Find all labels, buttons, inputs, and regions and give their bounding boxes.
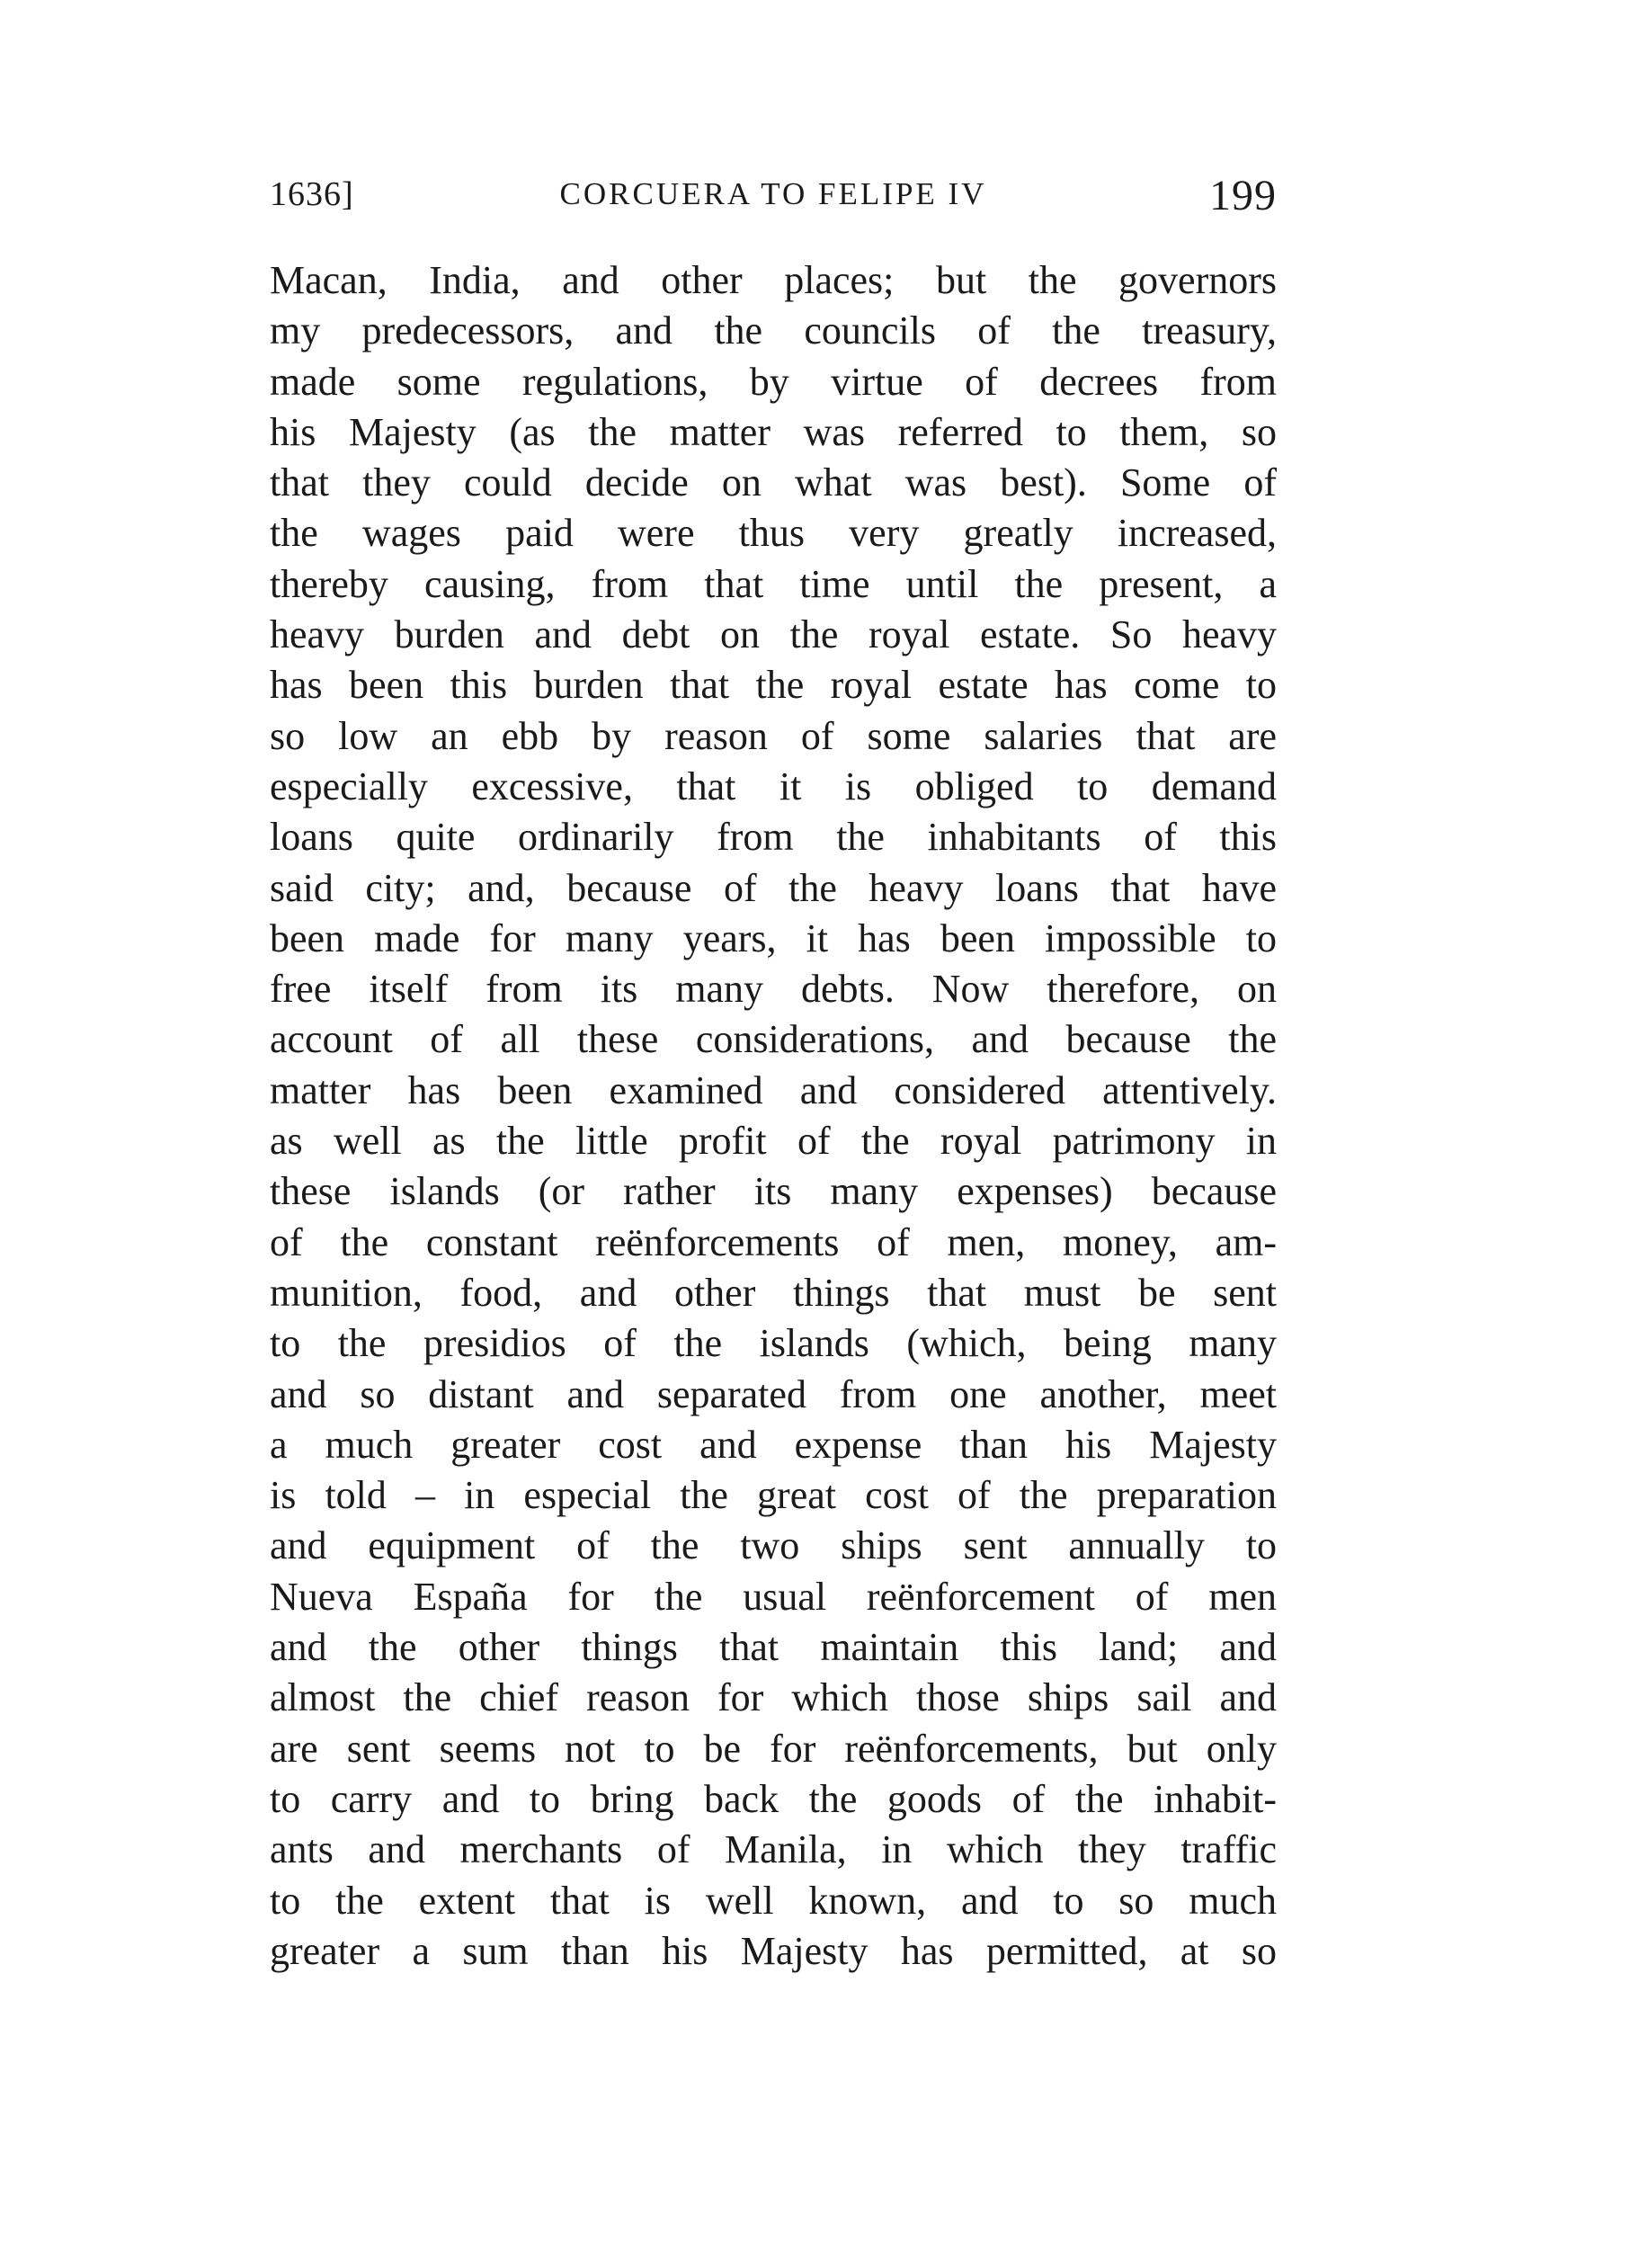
text-line: been made for many years, it has been impossible to bbox=[270, 915, 1277, 960]
text-line: of the constant reënforcements of men, money, am- bbox=[270, 1219, 1277, 1264]
text-line: Nueva España for the usual reënforcement of men bbox=[270, 1574, 1277, 1619]
body-text bbox=[270, 255, 1277, 1977]
running-head-year: 1636] bbox=[270, 175, 354, 213]
text-line: his Majesty (as the matter was referred to them, so bbox=[270, 409, 1277, 454]
text-line: as well as the little profit of the royal patrimony in bbox=[270, 1119, 1277, 1164]
text-line: ants and merchants of Manila, in which they traffic bbox=[270, 1827, 1277, 1872]
text-line: especially excessive, that it is obliged to demand bbox=[270, 763, 1277, 808]
text-line: loans quite ordinarily from the inhabitants of this bbox=[270, 815, 1277, 860]
text-line: thereby causing, from that time until the present, a bbox=[270, 561, 1277, 606]
text-line: greater a sum than his Majesty has permitted, at so bbox=[270, 1928, 1277, 1973]
text-line: account of all these considerations, and because the bbox=[270, 1017, 1277, 1062]
text-line: and so distant and separated from one another, meet bbox=[270, 1371, 1277, 1416]
text-line: the wages paid were thus very greatly increased, bbox=[270, 511, 1277, 556]
text-line: heavy burden and debt on the royal estate. So heavy bbox=[270, 612, 1277, 657]
text-line: made some regulations, by virtue of decrees from bbox=[270, 359, 1277, 404]
text-line: almost the chief reason for which those ships sail and bbox=[270, 1675, 1277, 1720]
text-line: Macan, India, and other places; but the governors bbox=[270, 258, 1277, 302]
text-line: to carry and to bring back the goods of the inhabit- bbox=[270, 1776, 1277, 1821]
text-line: so low an ebb by reason of some salaries that are bbox=[270, 713, 1277, 758]
text-line: said city; and, because of the heavy loans that have bbox=[270, 865, 1277, 910]
text-line: is told – in especial the great cost of the preparation bbox=[270, 1473, 1277, 1518]
running-head-title: CORCUERA TO FELIPE IV bbox=[559, 176, 987, 211]
running-head bbox=[270, 174, 1277, 228]
text-line: that they could decide on what was best). Some of bbox=[270, 460, 1277, 505]
text-line: matter has been examined and considered attentively. bbox=[270, 1067, 1277, 1112]
text-line: and equipment of the two ships sent annually to bbox=[270, 1523, 1277, 1568]
text-line: my predecessors, and the councils of the treasury, bbox=[270, 308, 1277, 353]
text-line: has been this burden that the royal estate has come to bbox=[270, 663, 1277, 708]
text-line: munition, food, and other things that must be sent bbox=[270, 1270, 1277, 1315]
text-line: a much greater cost and expense than his Majesty bbox=[270, 1422, 1277, 1467]
text-line: are sent seems not to be for reënforcements, but only bbox=[270, 1726, 1277, 1771]
text-line: to the presidios of the islands (which, being many bbox=[270, 1321, 1277, 1366]
page-number: 199 bbox=[1209, 172, 1277, 219]
text-line: free itself from its many debts. Now therefore, on bbox=[270, 967, 1277, 1012]
text-line: and the other things that maintain this land; and bbox=[270, 1625, 1277, 1670]
text-line: to the extent that is well known, and to so much bbox=[270, 1878, 1277, 1923]
text-line: these islands (or rather its many expenses) because bbox=[270, 1169, 1277, 1214]
